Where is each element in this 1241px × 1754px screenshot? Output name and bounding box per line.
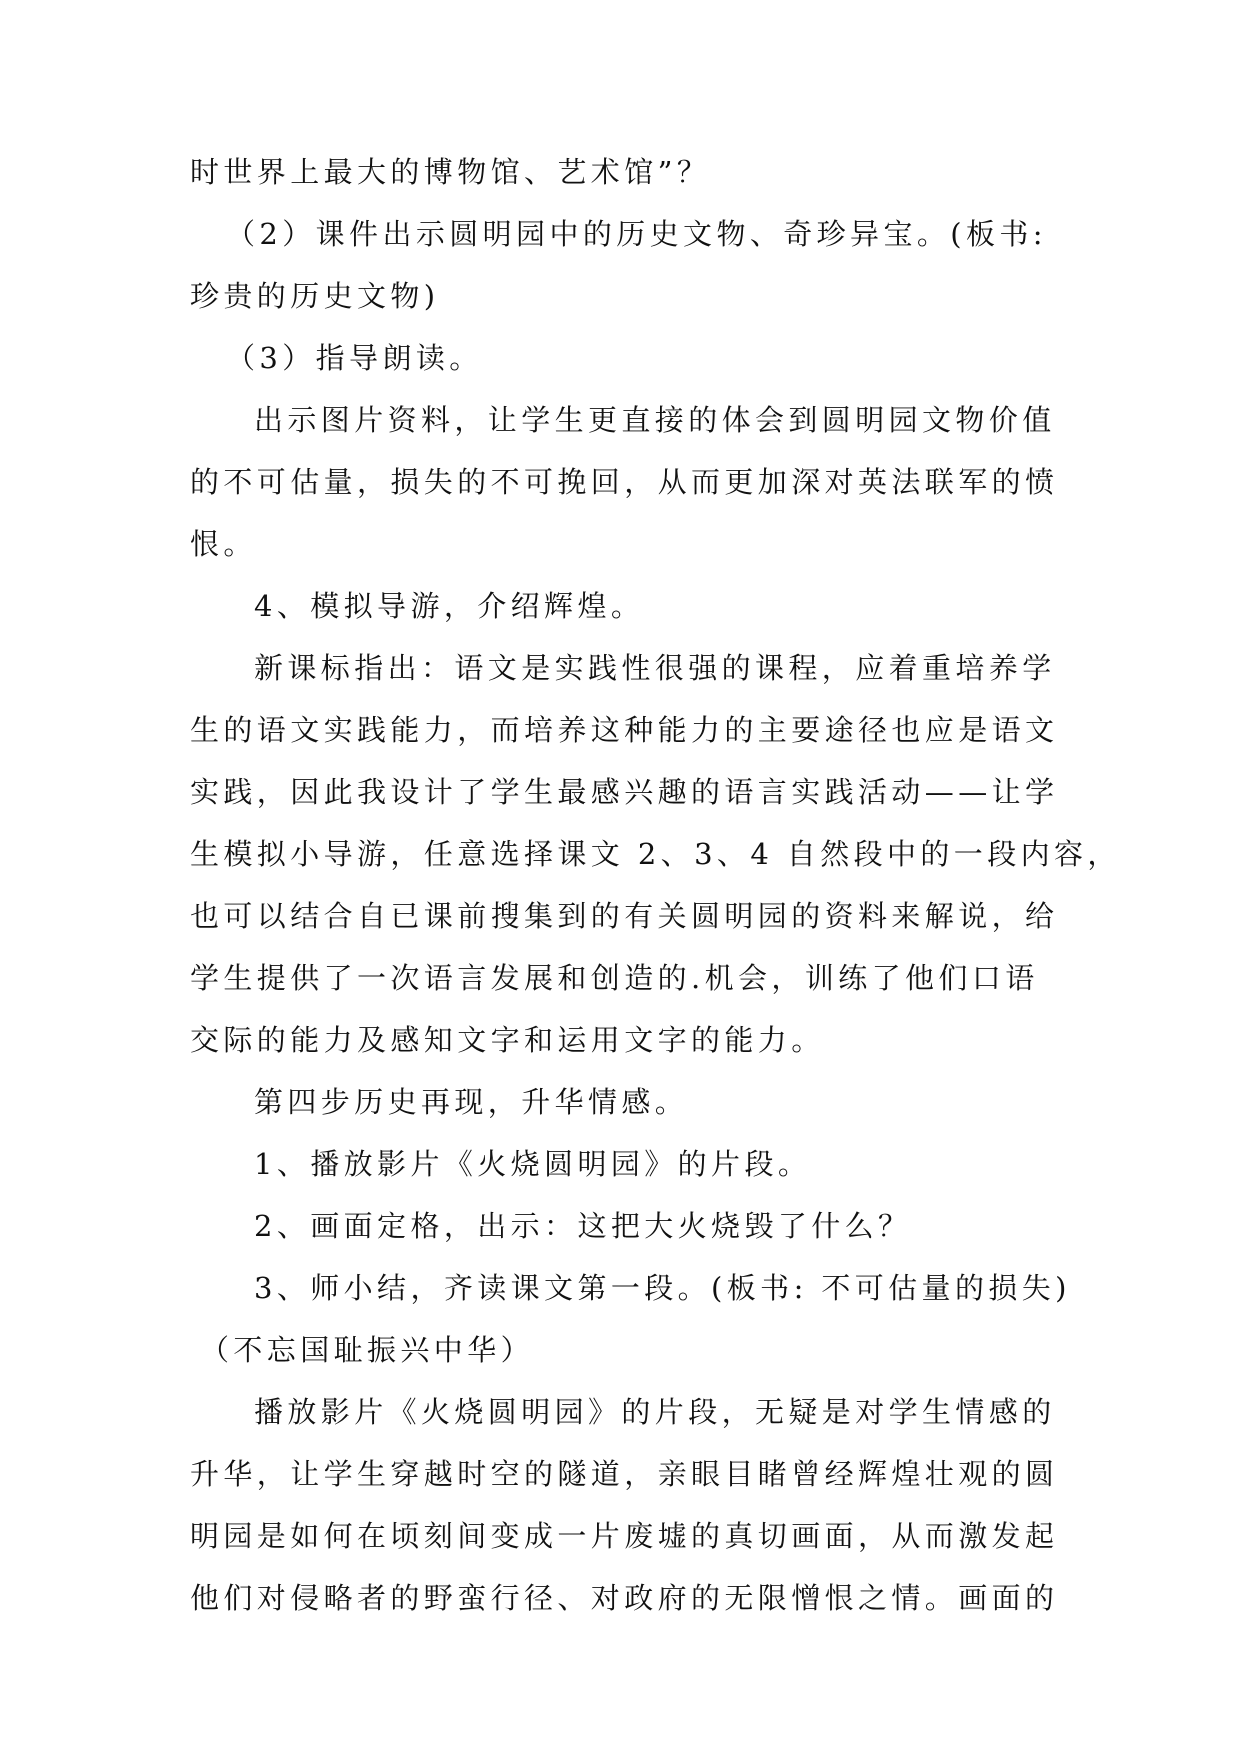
text-line: （2）课件出示圆明园中的历史文物、奇珍异宝。(板书: bbox=[226, 217, 1047, 251]
text-line: 生模拟小导游，任意选择课文 2、3、4 自然段中的一段内容， bbox=[190, 837, 1121, 871]
text-line: （不忘国耻振兴中华） bbox=[200, 1333, 535, 1367]
text-line: 明园是如何在顷刻间变成一片废墟的真切画面，从而激发起 bbox=[190, 1519, 1059, 1553]
text-line: 生的语文实践能力，而培养这种能力的主要途径也应是语文 bbox=[190, 713, 1059, 747]
text-line: 升华，让学生穿越时空的隧道，亲眼目睹曾经辉煌壮观的圆 bbox=[190, 1457, 1059, 1491]
text-line: 新课标指出：语文是实践性很强的课程，应着重培养学 bbox=[254, 651, 1056, 685]
text-line: 他们对侵略者的野蛮行径、对政府的无限憎恨之情。画面的 bbox=[190, 1581, 1059, 1615]
text-line: 1、播放影片《火烧圆明园》的片段。 bbox=[254, 1147, 812, 1181]
text-line: 第四步历史再现，升华情感。 bbox=[254, 1085, 689, 1119]
text-line: 3、师小结，齐读课文第一段。(板书: 不可估量的损失) bbox=[254, 1271, 1071, 1305]
text-line: 时世界上最大的博物馆、艺术馆”？ bbox=[190, 155, 711, 189]
text-line: 恨。 bbox=[190, 527, 257, 561]
text-line: 珍贵的历史文物) bbox=[190, 279, 440, 313]
text-line: 也可以结合自已课前搜集到的有关圆明园的资料来解说，给 bbox=[190, 899, 1059, 933]
text-line: 播放影片《火烧圆明园》的片段，无疑是对学生情感的 bbox=[254, 1395, 1056, 1429]
text-line: 学生提供了一次语言发展和创造的.机会，训练了他们口语 bbox=[190, 961, 1039, 995]
text-line: （3）指导朗读。 bbox=[226, 341, 483, 375]
text-line: 4、模拟导游，介绍辉煌。 bbox=[254, 589, 645, 623]
text-line: 交际的能力及感知文字和运用文字的能力。 bbox=[190, 1023, 825, 1057]
document-page bbox=[190, 155, 1121, 1646]
text-line: 出示图片资料，让学生更直接的体会到圆明园文物价值 bbox=[254, 403, 1056, 437]
text-line: 的不可估量，损失的不可挽回，从而更加深对英法联军的愤 bbox=[190, 465, 1059, 499]
text-line: 2、画面定格，出示：这把大火烧毁了什么？ bbox=[254, 1209, 912, 1243]
text-line: 实践，因此我设计了学生最感兴趣的语言实践活动——让学 bbox=[190, 775, 1059, 809]
